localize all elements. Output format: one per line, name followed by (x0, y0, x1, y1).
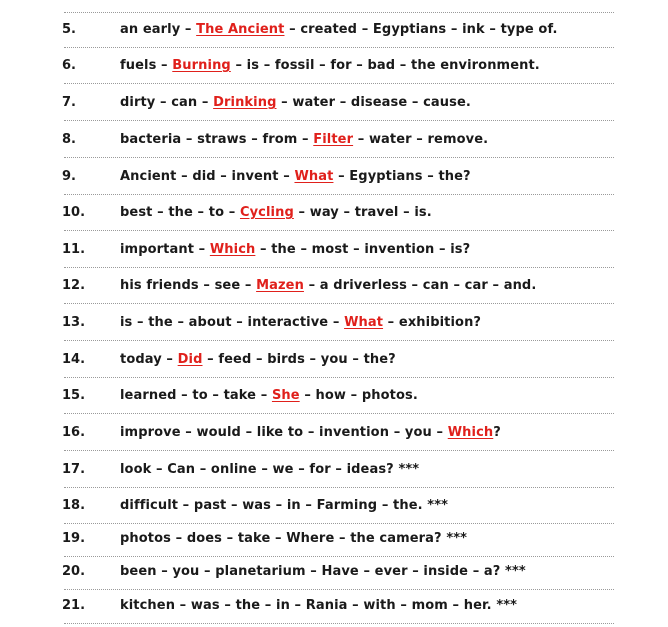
sentence-words-before: been – you – planetarium – Have – ever – inside – a? *** (120, 564, 526, 579)
sentence-words-before: photos – does – take – Where – the camera? *** (120, 531, 468, 546)
sentence-words-before: important – (120, 242, 210, 257)
scrambled-sentence (120, 122, 488, 158)
item-number: 14. (62, 352, 86, 367)
sentence-words-after: – the – most – invention – is? (255, 242, 471, 257)
sentence-keyword: Which (447, 425, 494, 440)
item-number: 15. (62, 388, 86, 403)
dotted-rule (64, 230, 614, 231)
item-number: 21. (62, 598, 86, 613)
dotted-rule (64, 303, 614, 304)
list-item (0, 554, 668, 590)
scrambled-sentence (120, 588, 517, 624)
dotted-rule (64, 120, 614, 121)
sentence-words-before: difficult – past – was – in – Farming – the. *** (120, 498, 448, 513)
list-item (0, 122, 668, 158)
item-number: 16. (62, 425, 86, 440)
list-item (0, 588, 668, 624)
list-item (0, 305, 668, 341)
sentence-words-before: today – (120, 352, 178, 367)
item-number: 12. (62, 278, 86, 293)
sentence-keyword: The Ancient (196, 22, 285, 37)
sentence-keyword: Drinking (213, 95, 277, 110)
item-number: 5. (62, 22, 76, 37)
sentence-keyword: What (294, 169, 334, 184)
sentence-keyword: Mazen (256, 278, 304, 293)
item-number: 19. (62, 531, 86, 546)
dotted-rule (64, 413, 614, 414)
scrambled-sentence (120, 521, 467, 557)
sentence-words-after: ? (493, 425, 501, 440)
sentence-words-before: best – the – to – (120, 205, 240, 220)
scrambled-sentence (120, 195, 432, 231)
sentence-words-after: – exhibition? (383, 315, 482, 330)
scrambled-sentence (120, 268, 536, 304)
sentence-words-after: – feed – birds – you – the? (202, 352, 396, 367)
list-item (0, 232, 668, 268)
item-number: 18. (62, 498, 86, 513)
sentence-words-after: – Egyptians – the? (333, 169, 471, 184)
sentence-words-before: improve – would – like to – invention – you – (120, 425, 448, 440)
item-number: 17. (62, 462, 86, 477)
item-number: 9. (62, 169, 76, 184)
sentence-keyword: What (344, 315, 384, 330)
sentence-words-before: is – the – about – interactive – (120, 315, 345, 330)
dotted-rule (64, 157, 614, 158)
dotted-rule (64, 450, 614, 451)
list-item (0, 159, 668, 195)
sentence-words-before: look – Can – online – we – for – ideas? *** (120, 462, 420, 477)
sentence-words-after: – way – travel – is. (293, 205, 432, 220)
list-item (0, 521, 668, 557)
sentence-words-before: Ancient – did – invent – (120, 169, 295, 184)
scrambled-sentence (120, 378, 418, 414)
item-number: 10. (62, 205, 86, 220)
sentence-keyword: Filter (313, 132, 354, 147)
scrambled-sentence (120, 415, 501, 451)
item-number: 7. (62, 95, 76, 110)
scrambled-sentence (120, 342, 396, 378)
dotted-rule (64, 83, 614, 84)
scrambled-sentence (120, 232, 470, 268)
scrambled-sentence (120, 159, 471, 195)
item-number: 11. (62, 242, 86, 257)
list-item (0, 195, 668, 231)
scrambled-sentence (120, 554, 526, 590)
list-item (0, 268, 668, 304)
item-number: 6. (62, 58, 76, 73)
sentence-words-after: – how – photos. (299, 388, 418, 403)
sentence-keyword: Cycling (239, 205, 294, 220)
list-item (0, 12, 668, 48)
sentence-words-before: learned – to – take – (120, 388, 272, 403)
item-number: 13. (62, 315, 86, 330)
scrambled-sentence (120, 488, 448, 524)
list-item (0, 488, 668, 524)
sentence-keyword: Burning (172, 58, 231, 73)
sentence-words-before: kitchen – was – the – in – Rania – with – mom – her. *** (120, 598, 518, 613)
list-item (0, 415, 668, 451)
sentence-words-before: an early – (120, 22, 197, 37)
list-item (0, 85, 668, 121)
scrambled-sentence (120, 452, 419, 488)
list-item (0, 452, 668, 488)
sentence-words-after: – a driverless – can – car – and. (303, 278, 537, 293)
sentence-words-before: bacteria – straws – from – (120, 132, 314, 147)
sentence-words-before: fuels – (120, 58, 173, 73)
list-item (0, 48, 668, 84)
sentence-keyword: Did (177, 352, 203, 367)
dotted-rule (64, 340, 614, 341)
sentence-words-after: – water – remove. (353, 132, 489, 147)
sentence-words-after: – is – fossil – for – bad – the environment. (230, 58, 540, 73)
sentence-keyword: Which (209, 242, 256, 257)
dotted-rule (64, 623, 614, 624)
sentence-words-after: – created – Egyptians – ink – type of. (284, 22, 558, 37)
scrambled-sentence (120, 305, 481, 341)
sentence-keyword: She (271, 388, 300, 403)
scrambled-sentence (120, 85, 471, 121)
sentence-words-before: dirty – can – (120, 95, 214, 110)
scrambled-sentence (120, 12, 558, 48)
item-number: 20. (62, 564, 86, 579)
list-item (0, 378, 668, 414)
item-number: 8. (62, 132, 76, 147)
sentence-words-before: his friends – see – (120, 278, 257, 293)
list-item (0, 342, 668, 378)
sentence-words-after: – water – disease – cause. (276, 95, 471, 110)
scrambled-sentence (120, 48, 540, 84)
